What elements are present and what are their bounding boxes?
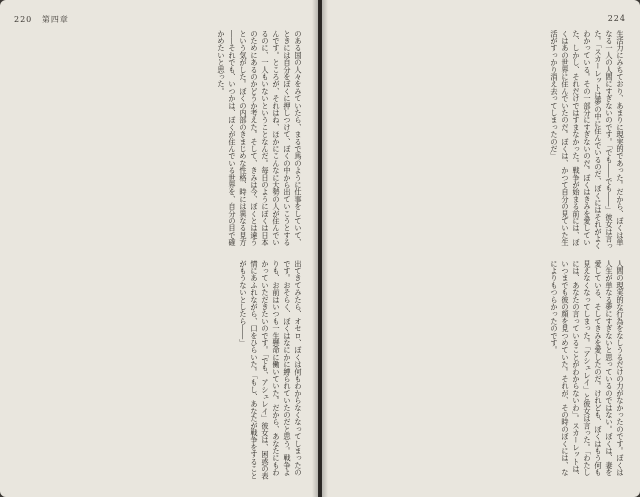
right-page-header: [608, 14, 626, 23]
book-gutter: [312, 0, 328, 497]
right-page: [322, 0, 640, 497]
left-page-lower-text: 出てきてみたら、オセロ、ぼくは何もわからなくなってしまったのです。おそらく、ぼくはなにかに縛られていたのだと思う。戦争よりも、お前はいつも一生懸命に働いていた。だから、あなたにもわかっていただきたいのです。「でも、アシュレイ」彼女は、困惑の表情にあふれながら、口をひらいた。「もし、あなたが戦争をすることがもうないとしたら――」: [239, 260, 303, 480]
right-page-number: 224: [607, 14, 626, 23]
chapter-heading: 第四章: [41, 15, 69, 24]
right-page-upper-text: 生活力にみちており、あまりに現実的であった。だから、ぼくは単なる一人の人間にすぎないのです。「でも――でも――」彼女は言った。「スカーレットは夢の中に住んでいるのだ、ぼくにはそれがよくわかっている。その一部分にすぎないのだ。ぼくはきみを愛していた、しかし、それだけではすまなかった。戦争が始まる前には、ぼくはあの世界に住んでいたのだ。ぼくは、かつて自分の見ていた生活がすっかり消え去ってしまったのだ」: [550, 30, 625, 250]
right-page-lower-text: 人間の現実的な行為をなしうるだけの力がなかったのです。ぼくは人生が単なる夢にすぎないと思っているのではない。ぼくは、妻を愛している、そしてきみを愛したのだ。けれども、ぼくはもう何も見えなくなってしまった。「アシュレイ」と彼女は言った。「わたしには、あなたの言っていることがわからないわ」。スカーレットは、いつまでも彼の顔を見つめていた。それが、その時のぼくには、なによりもつらかったのです。: [550, 260, 625, 480]
left-page: [0, 0, 318, 497]
left-page-number: 220: [14, 15, 33, 24]
left-page-header: [14, 14, 69, 25]
left-page-upper-text: のある国の人々をみていたら、まるで馬のように仕事をしていて、ときには自分をぼくに押しつけて、ぼくの中から出ていこうとするんです。ところが、それはね、ほかにこんなに大勢の人が住んでいるのに、一人もいないということなんだ。毎日のようにぼくは日本のためにあるのかどうか考えた。そして、きみは今、ぼくとは違うという気がした。ぼくの内部のきまじめな性格、時には異なる見方――それでも、いつかは、ぼくが住んでいる世界を、自分の目で確かめたいと思った。: [217, 30, 303, 246]
